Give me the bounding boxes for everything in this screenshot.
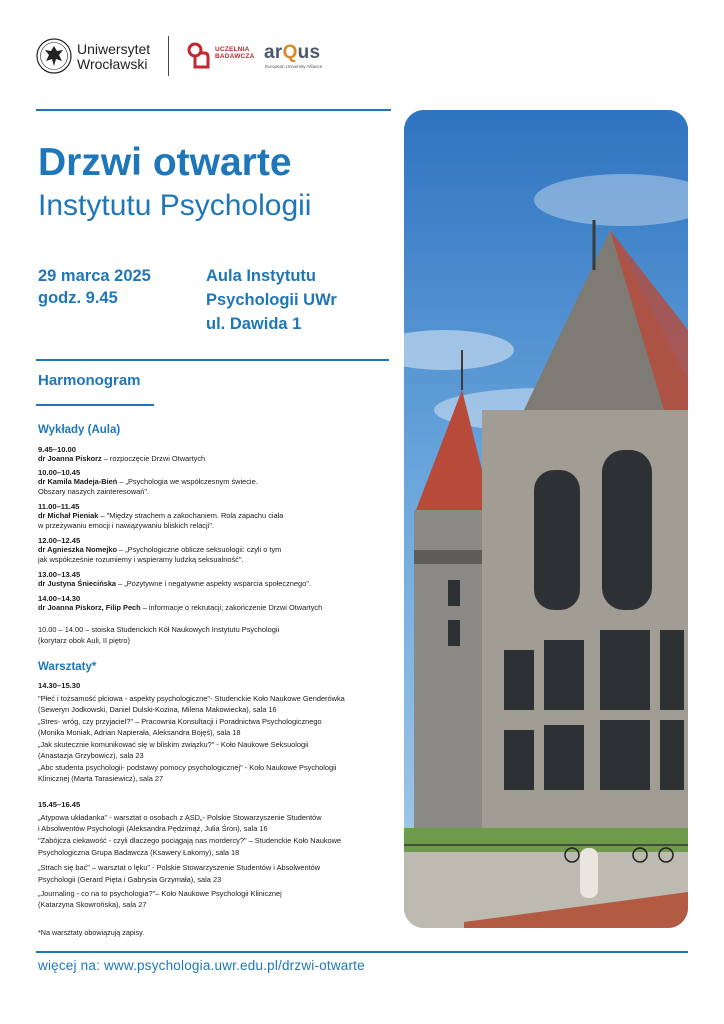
workshop-line: "Zabójcza ciekawość - czyli dlaczego pociągają nas mordercy?" – Studenckie Koło Naukowe [38,836,342,845]
schedule-heading: Harmonogram [38,372,141,389]
university-name [77,42,150,72]
page-subtitle: Instytutu Psychologii [38,189,312,222]
window [600,630,650,710]
event-time: godz. 9.45 [38,289,118,307]
arqus-right: us [297,42,321,63]
lecture-time: 12.00–12.45 [38,536,81,545]
workshops-footnote: *Na warsztaty obowiązują zapisy. [38,928,145,937]
workshop-line: Psychologii (Gerard Piętа i Gabrysia Grzymała), sala 23 [38,875,222,884]
lecture-line: w przeżywaniu emocji i nawiązywaniu bliskich relacji". [38,521,214,530]
window [660,630,684,710]
arqus-left: ar [264,42,283,63]
ub-line1: UCZELNIA [215,46,250,53]
venue-line1: Aula Instytutu [206,267,316,285]
lecture-time: 9.45–10.00 [38,445,77,454]
footer-divider [36,951,688,953]
lecture-speaker: dr Joanna Piskorz, Filip Pech [38,603,141,612]
window [660,720,684,790]
lecture-text: – informacje o rekrutacji; zakończenie Drzwi Otwartych [140,603,323,612]
workshop-line: "Płeć i tożsamość płciowa - aspekty psychologiczne"- Studenckie Koło Naukowe Genderówka [38,694,345,703]
lecture-speaker: dr Kamila Madeja-Bień [38,477,118,486]
lectures-heading: Wykłady (Aula) [38,424,121,436]
lecture-speaker: dr Michał Pieniak [38,511,99,520]
info-divider [36,359,389,361]
lecture-speaker: dr Joanna Piskorz [38,454,102,463]
workshop-line: „Journaling - co na to psychologia?"– Koło Naukowe Psychologii Klinicznej [38,889,282,898]
workshop-line: (Katarzyna Skowrońska), sala 27 [38,900,147,909]
lecture-line [38,477,258,487]
window [600,720,650,790]
lecture-speaker: dr Agnieszka Nomejko [38,545,117,554]
lecture-line [38,603,322,613]
workshop-line: (Anastazja Grzybowicz), sala 23 [38,751,144,760]
tower-window [448,580,460,606]
page-title: Drzwi otwarte [38,141,292,184]
schedule-underline [36,404,154,406]
university-name-line1: Uniwersytet [77,41,151,57]
window [504,650,534,710]
research-university-icon [186,41,216,71]
tower-window [448,620,460,646]
university-eagle-logo [36,38,72,74]
more-info-link[interactable]: więcej na: www.psychologia.uwr.edu.pl/drzwi-otwarte [38,958,365,973]
workshop-line: i Absolwentów Psychologii (Aleksandra Pędzimąż, Julia Śron), sala 16 [38,824,268,833]
lecture-text: – rozpoczęcie Drzwi Otwartych [101,454,206,463]
workshop-line: „Stres- wróg, czy przyjaciel?" – Pracownia Konsultacji i Poradnictwa Psychologicznego [38,717,322,726]
arqus-q: Q [282,42,298,63]
bollard [580,848,598,898]
workshop-line: (Seweryn Jodkowski, Daniel Dulski-Kozina, Milena Makowiecka), sala 16 [38,705,277,714]
workshop-line: „Atypowa układanka" - warsztat o osobach z ASD„- Polskie Stowarzyszenie Studentów [38,813,322,822]
arqus-logo [264,42,320,64]
stands-line: (korytarz obok Auli, II piętro) [38,636,131,645]
lecture-text: – „Psychologia we współczesnym świecie. [117,477,258,486]
lecture-time: 13.00–13.45 [38,570,81,579]
window [544,640,584,710]
lecture-speaker: dr Justyna Śniecińska [38,579,117,588]
lecture-text: – „Psychologiczne oblicze seksuologii: czyli o tym [117,545,282,554]
workshop-line: Klinicznej (Marta Tarasiewicz), sala 27 [38,774,164,783]
workshop-time: 15.45–16.45 [38,800,81,809]
workshop-line: „Abc studenta psychologii- podstawy pomocy psychologicznej" - Koło Naukowe Psychologii [38,763,337,772]
lecture-text: – „Pozytywne i negatywne aspekty wsparcia społecznego". [116,579,311,588]
arched-window [534,470,580,610]
venue-line2: Psychologii UWr [206,291,337,309]
workshop-time: 14.30–15.30 [38,681,81,690]
workshop-line: „Strach się bać" – warsztat o lęku" - Polskie Stowarzyszenie Studentów i Absolwentów [38,863,321,872]
lecture-line [38,454,205,464]
lawn [404,828,688,852]
logo-divider [168,36,169,76]
window [504,730,534,790]
lecture-time: 11.00–11.45 [38,502,80,511]
top-divider [36,109,391,111]
ub-line2: BADAWCZA [215,52,255,60]
arched-window [602,450,652,610]
venue-line3: ul. Dawida 1 [206,315,302,333]
event-date: 29 marca 2025 [38,267,151,285]
lecture-line: jak współcześnie rozumiemy i wspieramy ludzką seksualność". [38,555,244,564]
lecture-line [38,579,311,589]
university-name-line2: Wrocławski [77,56,148,72]
lecture-time: 14.00–14.30 [38,594,81,603]
lecture-time: 10.00–10.45 [38,468,81,477]
workshop-line: (Monika Moniak, Adrian Napierała, Aleksandra Bojęś), sala 18 [38,728,241,737]
workshop-line: Psychologiczna Grupa Badawcza (Ksawery Łakomy), sala 18 [38,848,240,857]
window [544,725,584,790]
building-photo [404,110,688,928]
lecture-line: Obszary naszych zainteresowań". [38,487,150,496]
stands-line: 10.00 – 14.00 – stoiska Studenckich Kół Naukowych Instytutu Psychologii [38,625,280,634]
lecture-line [38,545,281,555]
workshops-heading: Warsztaty* [38,661,97,673]
lecture-text: – "Między strachem a zakochaniem. Rola zapachu ciała [98,511,284,520]
arqus-subtitle: European University Alliance [265,64,323,69]
workshop-line: „Jak skutecznie komunikować się w bliskim związku?" - Koło Naukowe Seksuologii [38,740,309,749]
lecture-line [38,511,283,521]
research-university-label [215,47,255,60]
